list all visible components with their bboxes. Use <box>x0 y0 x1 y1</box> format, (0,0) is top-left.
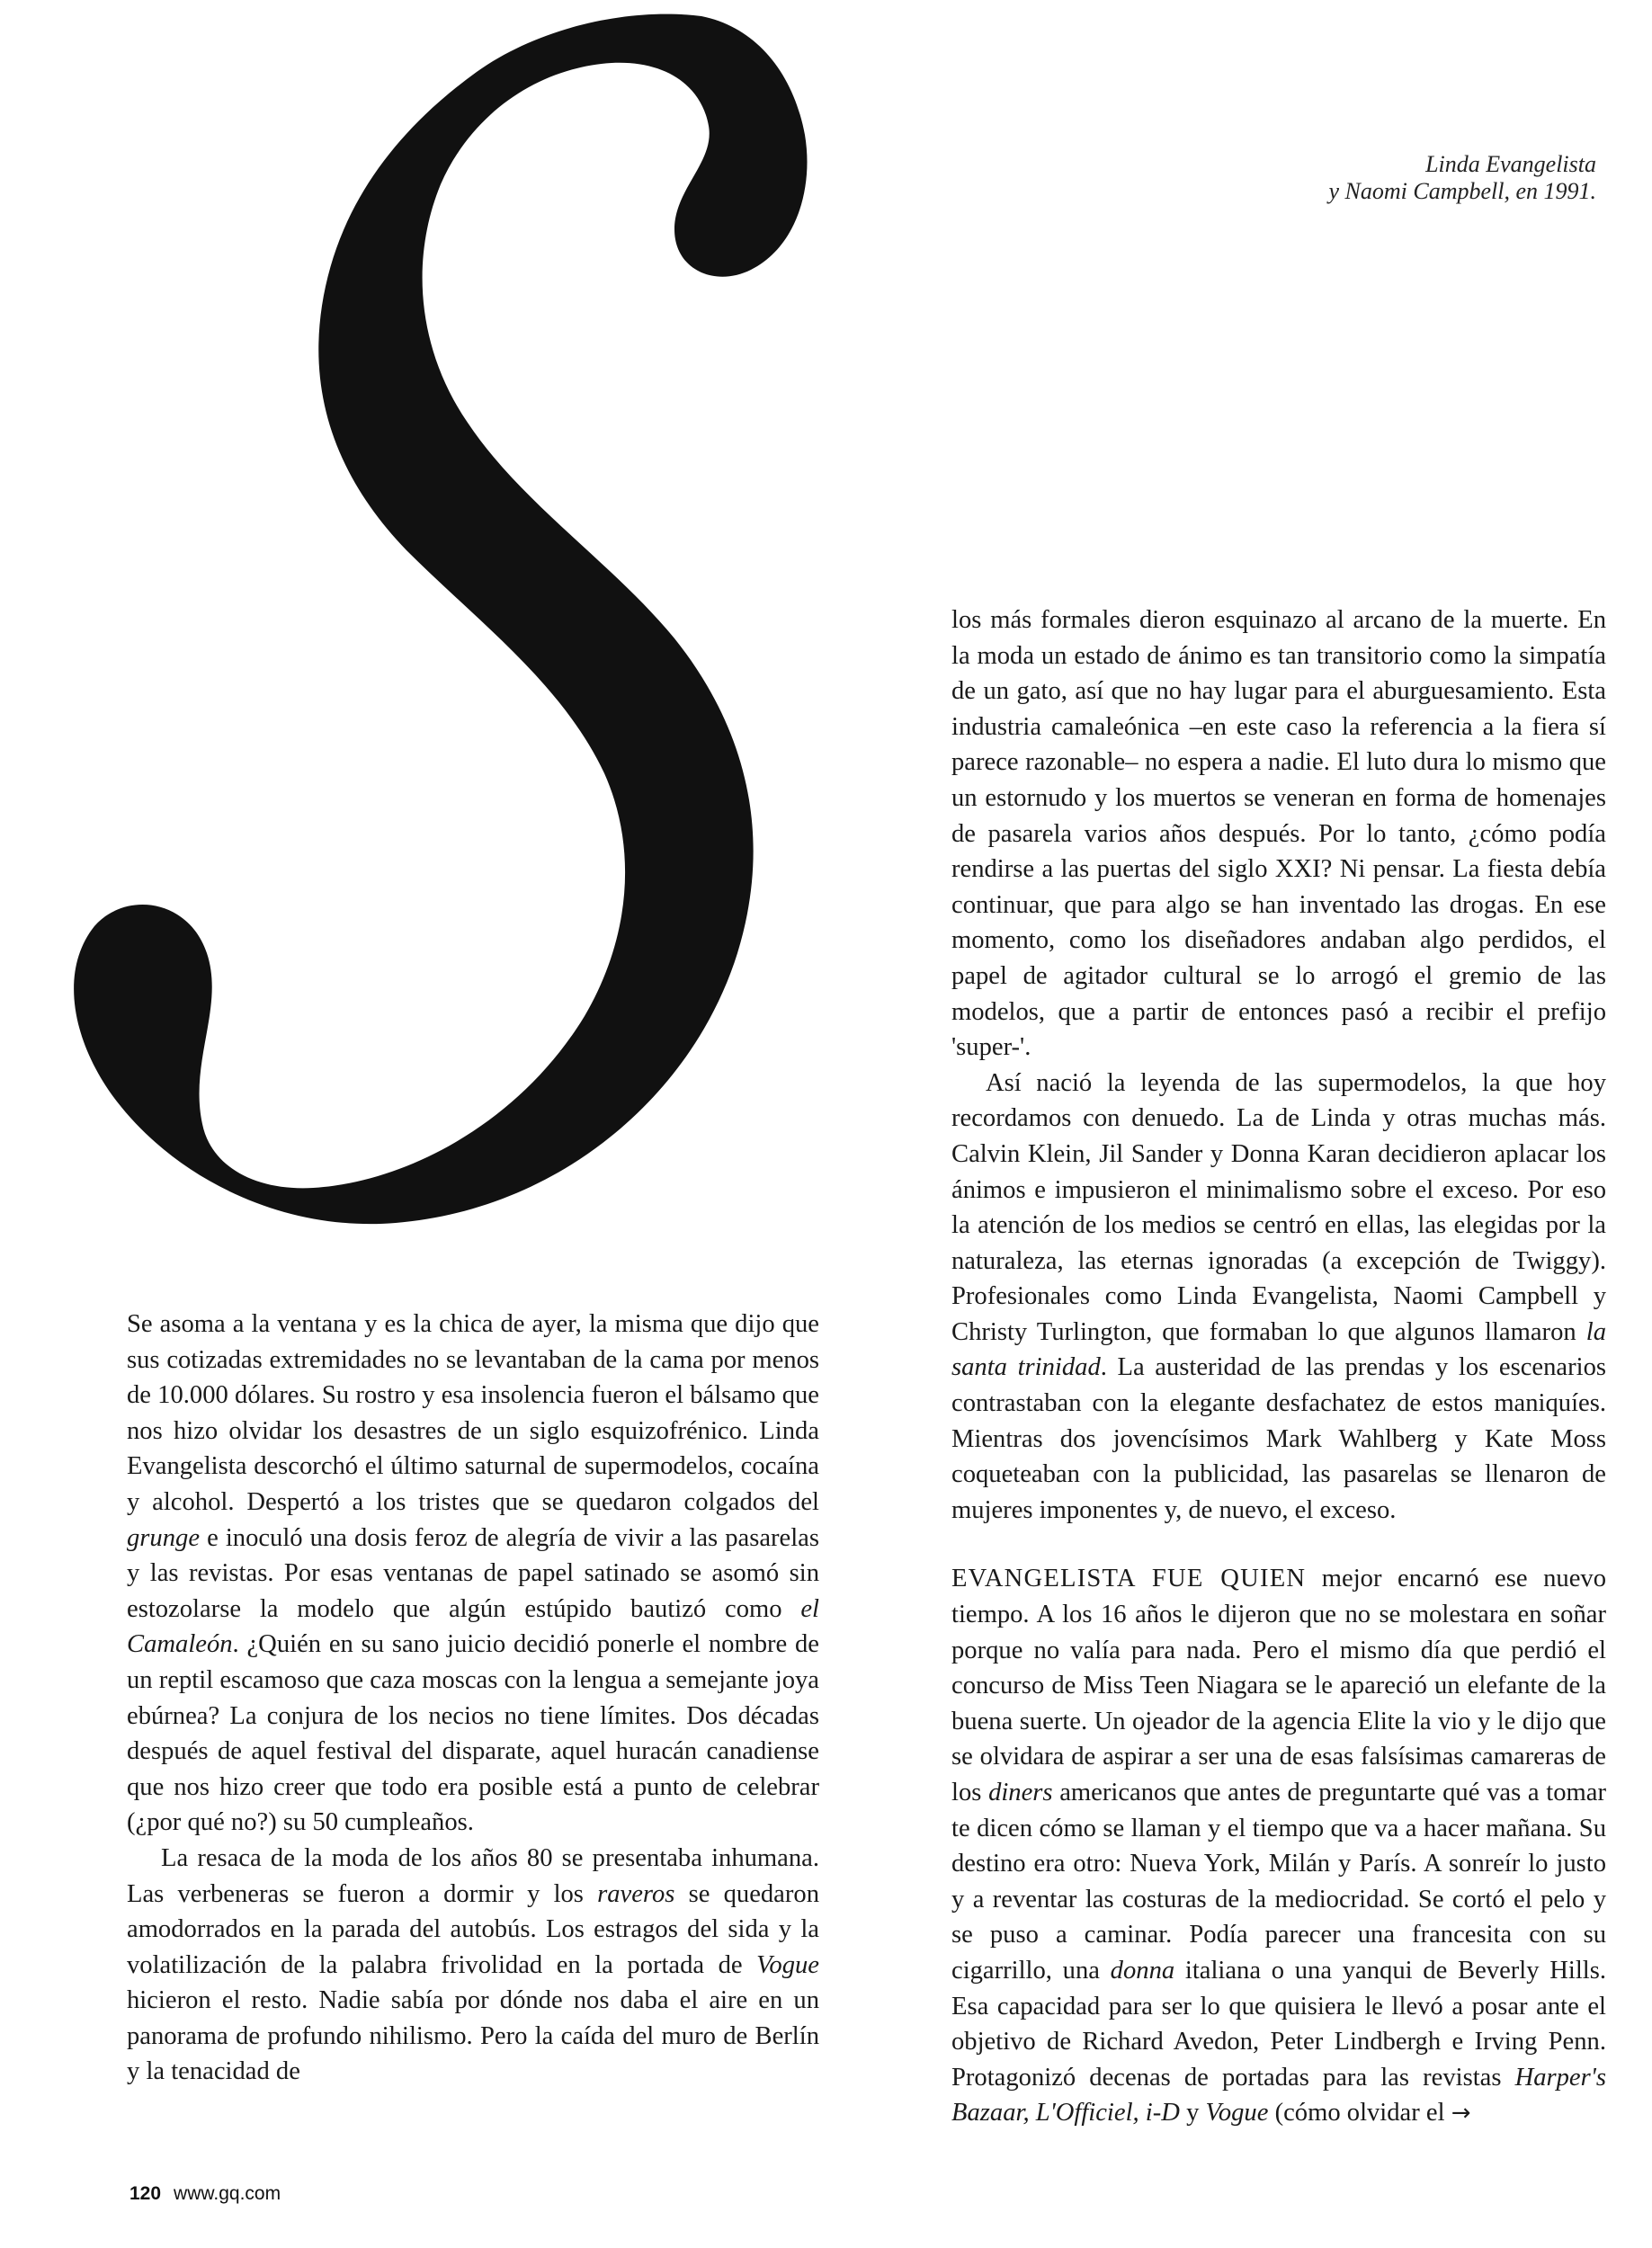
caption-line-2: y Naomi Campbell, en 1991. <box>1328 178 1596 204</box>
paragraph-text: . La austeridad de las prendas y los escenarios contrastaban con la elegante desfachatez de estos maniquíes. Mientras dos jovencísimos Mark Wahlberg y Kate Moss coqueteaban con la publicidad, las pasarelas se llenaron de mujeres imponentes y, de nuevo, el exceso. <box>951 1353 1606 1524</box>
continued-arrow-icon: → <box>1451 2100 1471 2128</box>
italic-term: el Camaleón <box>127 1594 819 1659</box>
paragraph-text: hicieron el resto. Nadie sabía por dónde nos daba el aire en un panorama de profundo nihilismo. Pero la caída del muro de Berlín y la tenacidad de <box>127 1986 819 2086</box>
paragraph <box>127 1307 819 1841</box>
italic-term: Vogue <box>756 1950 819 1979</box>
italic-term: diners <box>988 1779 1053 1806</box>
italic-term: donna <box>1110 1956 1175 1985</box>
italic-term: raveros <box>597 1879 675 1908</box>
paragraph-text: se quedaron amodorrados en la parada del autobús. Los estragos del sida y la volatilización de la palabra frivolidad en la portada de <box>127 1879 819 1979</box>
paragraph <box>951 1561 1606 2132</box>
section-lead-in: EVANGELISTA FUE QUIEN <box>951 1565 1307 1593</box>
right-column <box>951 602 1606 2132</box>
paragraph-text: Se asoma a la ventana y es la chica de ayer, la misma que dijo que sus cotizadas extremidades no se levantaban de la cama por menos de 10.000 dólares. Su rostro y esa insolencia fueron el bálsamo que nos hizo olvidar los desastres de un siglo esquizofrénico. Linda Evangelista descorchó el último saturnal de supermodelos, cocaína y alcohol. Despertó a los tristes que se quedaron colgados del <box>127 1310 819 1516</box>
page-footer <box>129 2183 281 2205</box>
paragraph-text: La resaca de la moda de los años 80 se presentaba inhumana. Las verbeneras se fueron a dormir y los <box>127 1843 819 1908</box>
paragraph-text: (cómo olvidar el <box>1268 2099 1451 2128</box>
paragraph-text: y <box>1179 2099 1206 2128</box>
paragraph-text: italiana o una yanqui de Beverly Hills. Esa capacidad para ser lo que quisiera le llevó a posar ante el objetivo de Richard Avedon, Peter Lindbergh e Irving Penn. Protagonizó decenas de portadas para las revistas <box>951 1956 1606 2092</box>
italic-term: Vogue <box>1205 2099 1269 2128</box>
italic-term: Harper's Bazaar, L'Officiel, i-D <box>951 2063 1606 2128</box>
website-url: www.gq.com <box>174 2183 281 2204</box>
photo-caption <box>1328 151 1596 205</box>
paragraph-text: Así nació la leyenda de las supermodelos, la que hoy recordamos con denuedo. La de Linda y otras muchas más. Calvin Klein, Jil Sander y Donna Karan decidieron aplacar los ánimos e impusieron el minimalismo sobre el exceso. Por eso la atención de los medios se centró en ellas, las elegidas por la naturaleza, las eternas ignoradas (a excepción de Twiggy). Profesionales como Linda Evangelista, Naomi Campbell y Christy Turlington, que formaban lo que algunos llamaron <box>951 1068 1606 1346</box>
italic-term: la santa trinidad <box>951 1317 1606 1382</box>
paragraph-text: e inoculó una dosis feroz de alegría de vivir a las pasarelas y las revistas. Por esas ventanas de papel satinado se asomó sin estozolarse la modelo que algún estúpido bautizó como <box>127 1523 819 1623</box>
paragraph-text: los más formales dieron esquinazo al arcano de la muerte. En la moda un estado de ánimo es tan transitorio como la simpatía de un gato, así que no hay lugar para el aburguesamiento. Esta industria camaleónica –en este caso la referencia a la fiera sí parece razonable– no espera a nadie. El luto dura lo mismo que un estornudo y los muertos se veneran en forma de homenajes de pasarela varios años después. Por lo tanto, ¿cómo podía rendirse a las puertas del siglo XXI? Ni pensar. La fiesta debía continuar, que para algo se han inventado las drogas. En ese momento, como los diseñadores andaban algo perdidos, el papel de agitador cultural se lo arrogó el gremio de las modelos, que a partir de entonces pasó a recibir el prefijo 'super-'. <box>951 606 1606 1062</box>
caption-line-1: Linda Evangelista <box>1425 151 1596 177</box>
paragraph-text: americanos que antes de preguntarte qué vas a tomar te dicen cómo se llaman y el tiempo que va a hacer mañana. Su destino era otro: Nueva York, Milán y París. A sonreír lo justo y a reventar las costuras de la mediocridad. Se cortó el pelo y se puso a caminar. Podía parecer una francesita con su cigarrillo, una <box>951 1779 1606 1985</box>
italic-term: grunge <box>127 1523 201 1552</box>
paragraph-text: mejor encarnó ese nuevo tiempo. A los 16 años le dijeron que no se molestara en soñar porque no valía para nada. Pero el mismo día que perdió el concurso de Miss Teen Niagara se le apareció un elefante de la buena suerte. Un ojeador de la agencia Elite la vio y le dijo que se olvidara de aspirar a ser una de esas falsísimas camareras de los <box>951 1565 1606 1806</box>
paragraph <box>127 1841 819 2090</box>
page-number: 120 <box>129 2183 162 2204</box>
paragraph <box>951 602 1606 1066</box>
dropcap-letter-s <box>54 0 935 1313</box>
paragraph-text: . ¿Quién en su sano juicio decidió ponerle el nombre de un reptil escamoso que caza moscas con la lengua a semejante joya ebúrnea? La conjura de los necios no tiene límites. Dos décadas después de aquel festival del disparate, aquel huracán canadiense que nos hizo creer que todo era posible está a punto de celebrar (¿por qué no?) su 50 cumpleaños. <box>127 1630 819 1837</box>
paragraph <box>951 1066 1606 1529</box>
left-column <box>127 1307 819 2090</box>
